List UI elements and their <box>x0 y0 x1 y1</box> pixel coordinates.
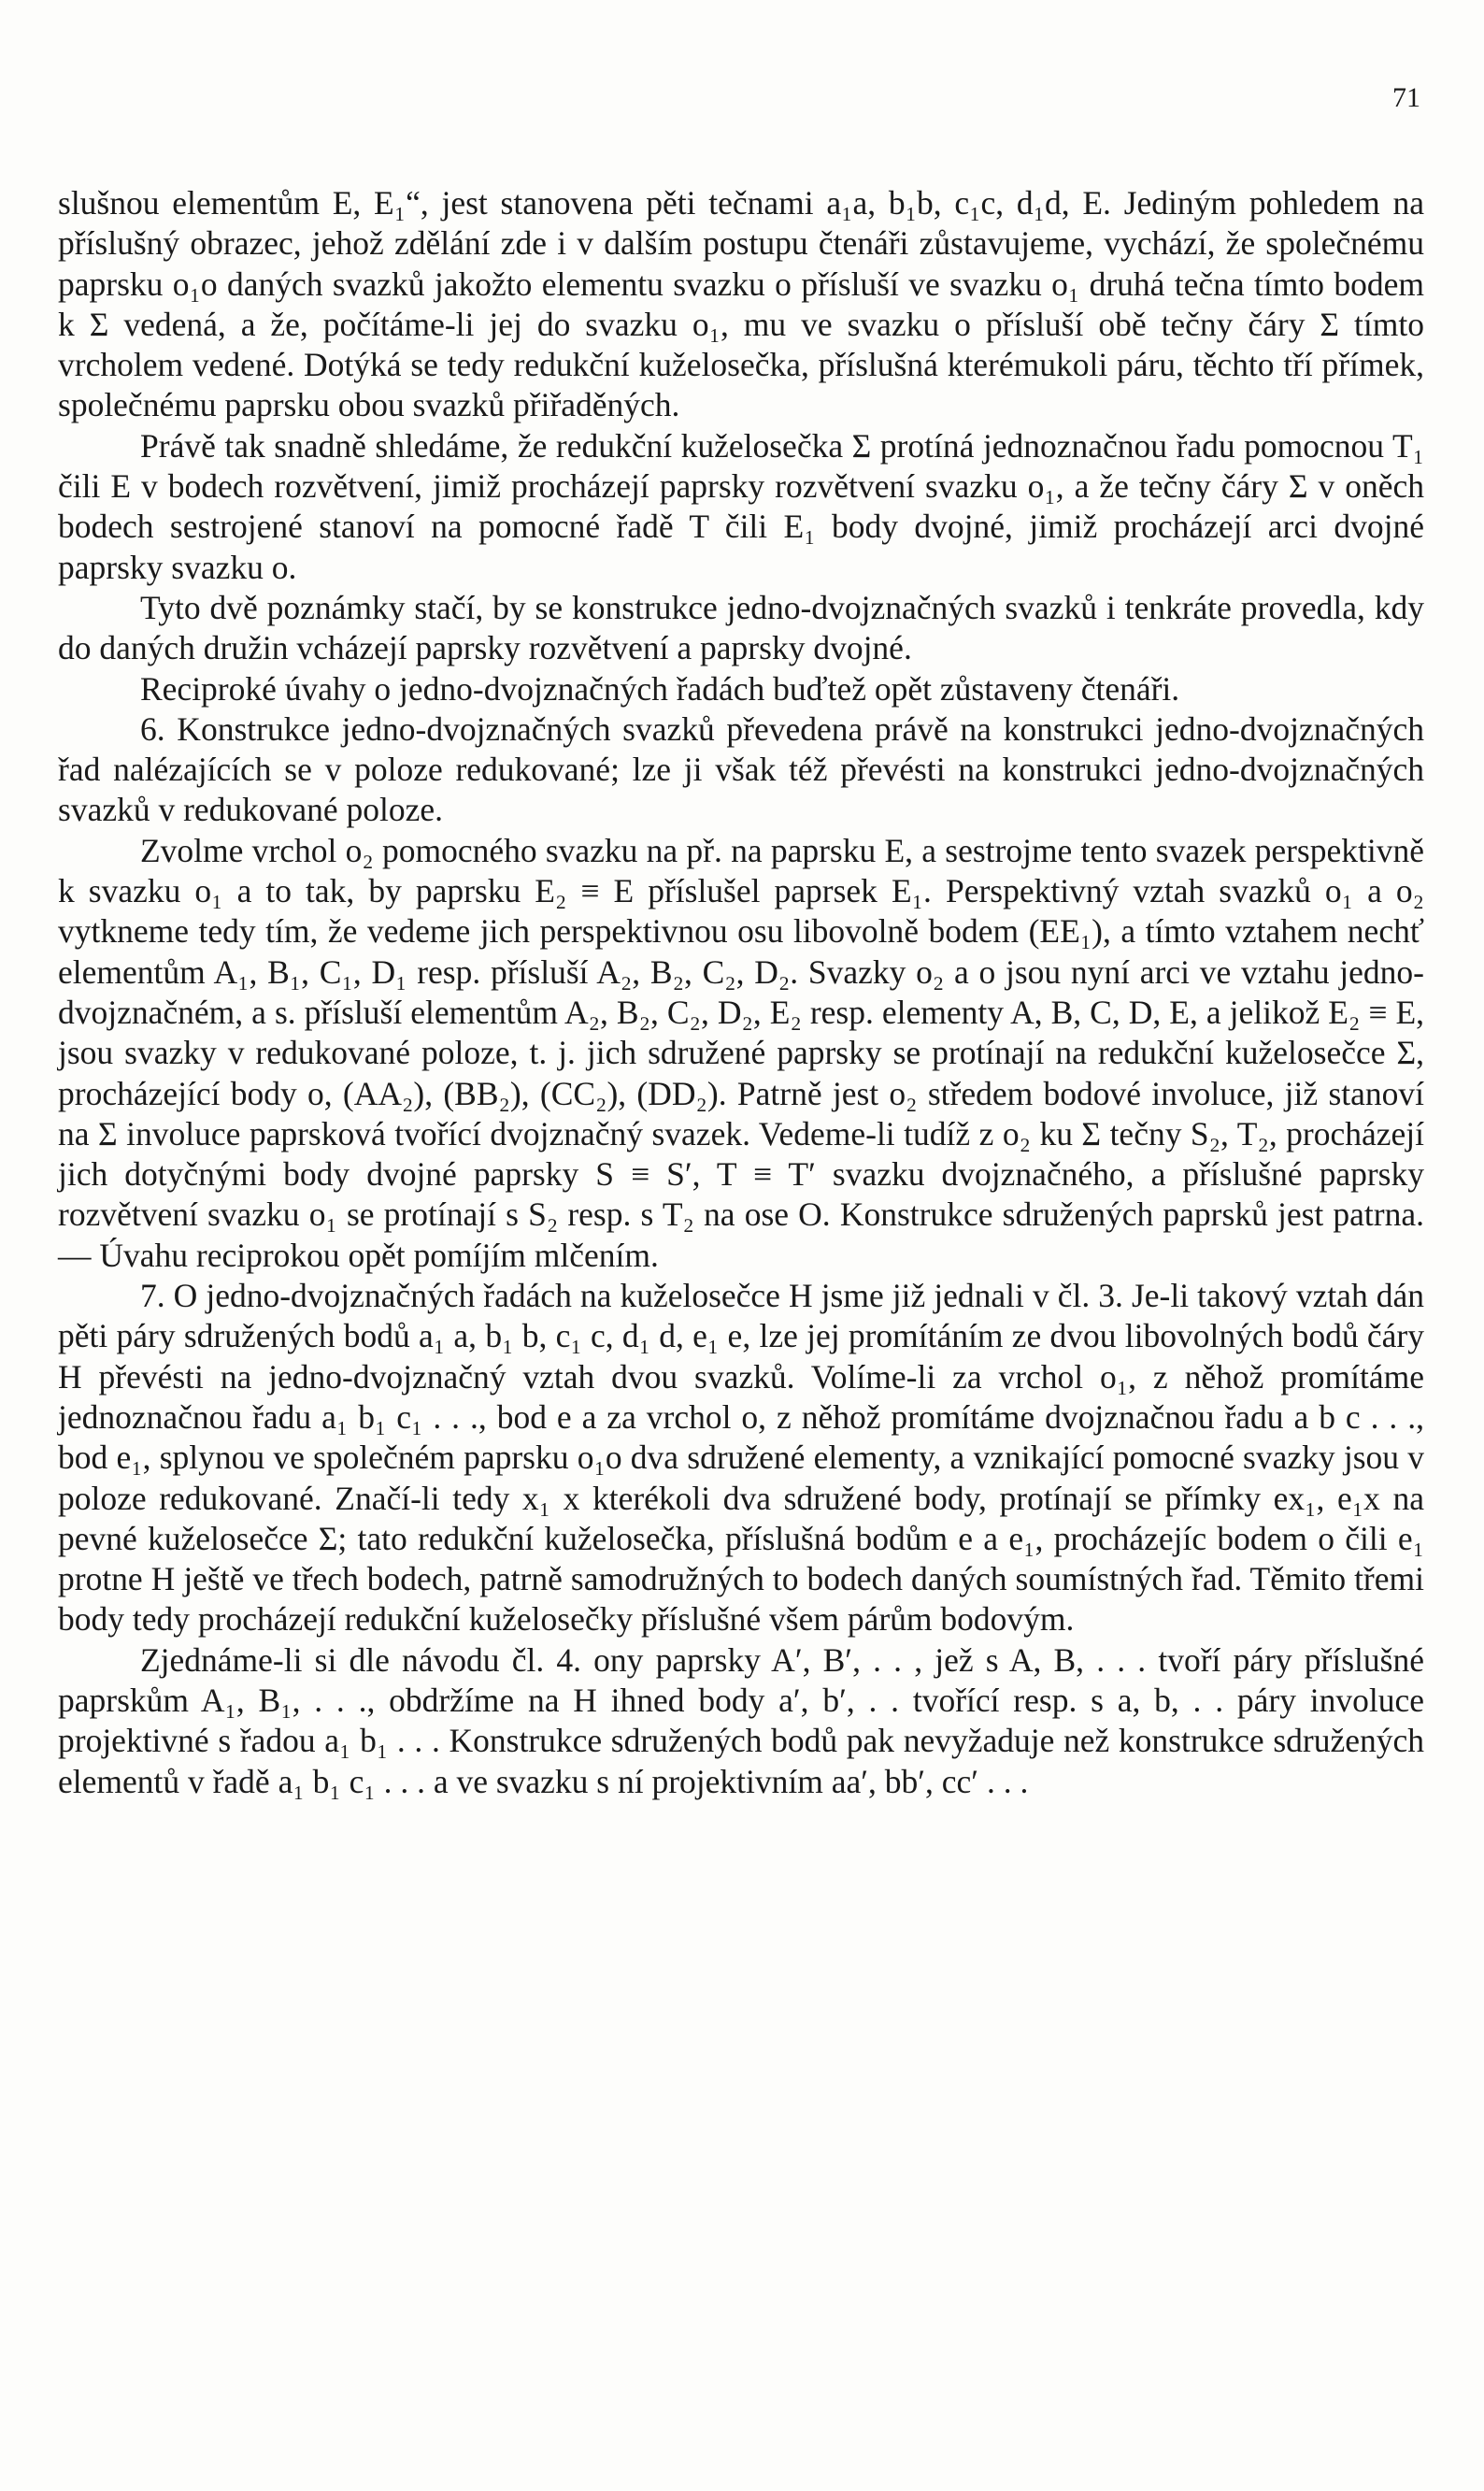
paragraph-2: Právě tak snadně shledáme, že redukční kuželosečka Σ protíná jednoznačnou řadu pomocnou T₁ čili E v bodech rozvětvení, jimiž procházejí paprsky rozvětvení svazku o₁, a že tečny čáry Σ v oněch bodech sestrojené stanoví na pomocné řadě T čili E₁ body dvojné, jimiž procházejí arci dvojné paprsky svazku o. <box>58 426 1424 586</box>
paragraph-5: 6. Konstrukce jedno-dvojznačných svazků převedena právě na konstrukci jedno-dvojznačných řad nalézajících se v poloze redukované; lze ji však též převésti na konstrukci jedno-dvojznačných svazků v redukované poloze. <box>58 709 1424 829</box>
page-number: 71 <box>1392 82 1420 113</box>
paragraph-4: Reciproké úvahy o jedno-dvojznačných řadách buďtež opět zůstaveny čtenáři. <box>140 669 1180 708</box>
body-text <box>58 183 1424 1802</box>
paragraph-1: slušnou elementům E, E₁“, jest stanovena pěti tečnami a₁a, b₁b, c₁c, d₁d, E. Jediným pohledem na příslušný obrazec, jehož zdělání zde i v dalším postupu čtenáři zůstavujeme, vychází, že společnému paprsku o₁o daných svazků jakožto elementu svazku o přísluší ve svazku o₁ druhá tečna tímto bodem k Σ vedená, a že, počítáme-li jej do svazku o₁, mu ve svazku o přísluší obě tečny čáry Σ tímto vrcholem vedené. Dotýká se tedy redukční kuželosečka, příslušná kterémukoli páru, těchto tří přímek, společnému paprsku obou svazků přiřaděných. <box>58 184 1424 424</box>
paragraph-6: Zvolme vrchol o₂ pomocného svazku na př. na paprsku E, a sestrojme tento svazek perspektivně k svazku o₁ a to tak, by paprsku E₂ ≡ E příslušel paprsek E₁. Perspektivný vztah svazků o₁ a o₂ vytkneme tedy tím, že vedeme jich perspektivnou osu libovolně bodem (EE₁), a tímto vztahem nechť elementům A₁, B₁, C₁, D₁ resp. přísluší A₂, B₂, C₂, D₂. Svazky o₂ a o jsou nyní arci ve vztahu jedno-dvojznačném, a s. přísluší elementům A₂, B₂, C₂, D₂, E₂ resp. elementy A, B, C, D, E, a jelikož E₂ ≡ E, jsou svazky v redukované poloze, t. j. jich sdružené paprsky se protínají na redukční kuželosečce Σ, procházející body o, (AA₂), (BB₂), (CC₂), (DD₂). Patrně jest o₂ středem bodové involuce, již stanoví na Σ involuce paprsková tvořící dvojznačný svazek. Vedeme-li tudíž z o₂ ku Σ tečny S₂, T₂, procházejí jich dotyčnými body dvojné paprsky S ≡ S′, T ≡ T′ svazku dvojznačného, a příslušné paprsky rozvětvení svazku o₁ se protínají s S₂ resp. s T₂ na ose O. Konstrukce sdružených paprsků jest patrna. — Úvahu reciprokou opět pomíjím mlčením. <box>58 831 1424 1274</box>
paragraph-8: Zjednáme-li si dle návodu čl. 4. ony paprsky A′, B′, . . , jež s A, B, . . . tvoří páry příslušné paprskům A₁, B₁, . . ., obdržíme na H ihned body a′, b′, . . tvořící resp. s a, b, . . páry involuce projektivné s řadou a₁ b₁ . . . Konstrukce sdružených bodů pak nevyžaduje než konstrukce sdružených elementů v řadě a₁ b₁ c₁ . . . a ve svazku s ní projektivním aa′, bb′, cc′ . . . <box>58 1640 1424 1800</box>
paragraph-3: Tyto dvě poznámky stačí, by se konstrukce jedno-dvojznačných svazků i tenkráte provedla, kdy do daných družin vcházejí paprsky rozvětvení a paprsky dvojné. <box>58 588 1424 667</box>
paragraph-7: 7. O jedno-dvojznačných řadách na kuželosečce H jsme již jednali v čl. 3. Je-li takový vztah dán pěti páry sdružených bodů a₁ a, b₁ b, c₁ c, d₁ d, e₁ e, lze jej promítáním ze dvou libovolných bodů čáry H převésti na jedno-dvojznačný vztah dvou svazků. Volíme-li za vrchol o₁, z něhož promítáme jednoznačnou řadu a₁ b₁ c₁ . . ., bod e a za vrchol o, z něhož promítáme dvojznačnou řadu a b c . . ., bod e₁, splynou ve společném paprsku o₁o dva sdružené elementy, a vznikající pomocné svazky jsou v poloze redukované. Značí-li tedy x₁ x kterékoli dva sdružené body, protínají se přímky ex₁, e₁x na pevné kuželosečce Σ; tato redukční kuželosečka, příslušná bodům e a e₁, procházejíc bodem o čili e₁ protne H ještě ve třech bodech, patrně samodružných to bodech daných soumístných řad. Těmito třemi body tedy procházejí redukční kuželosečky příslušné všem párům bodovým. <box>58 1277 1424 1639</box>
